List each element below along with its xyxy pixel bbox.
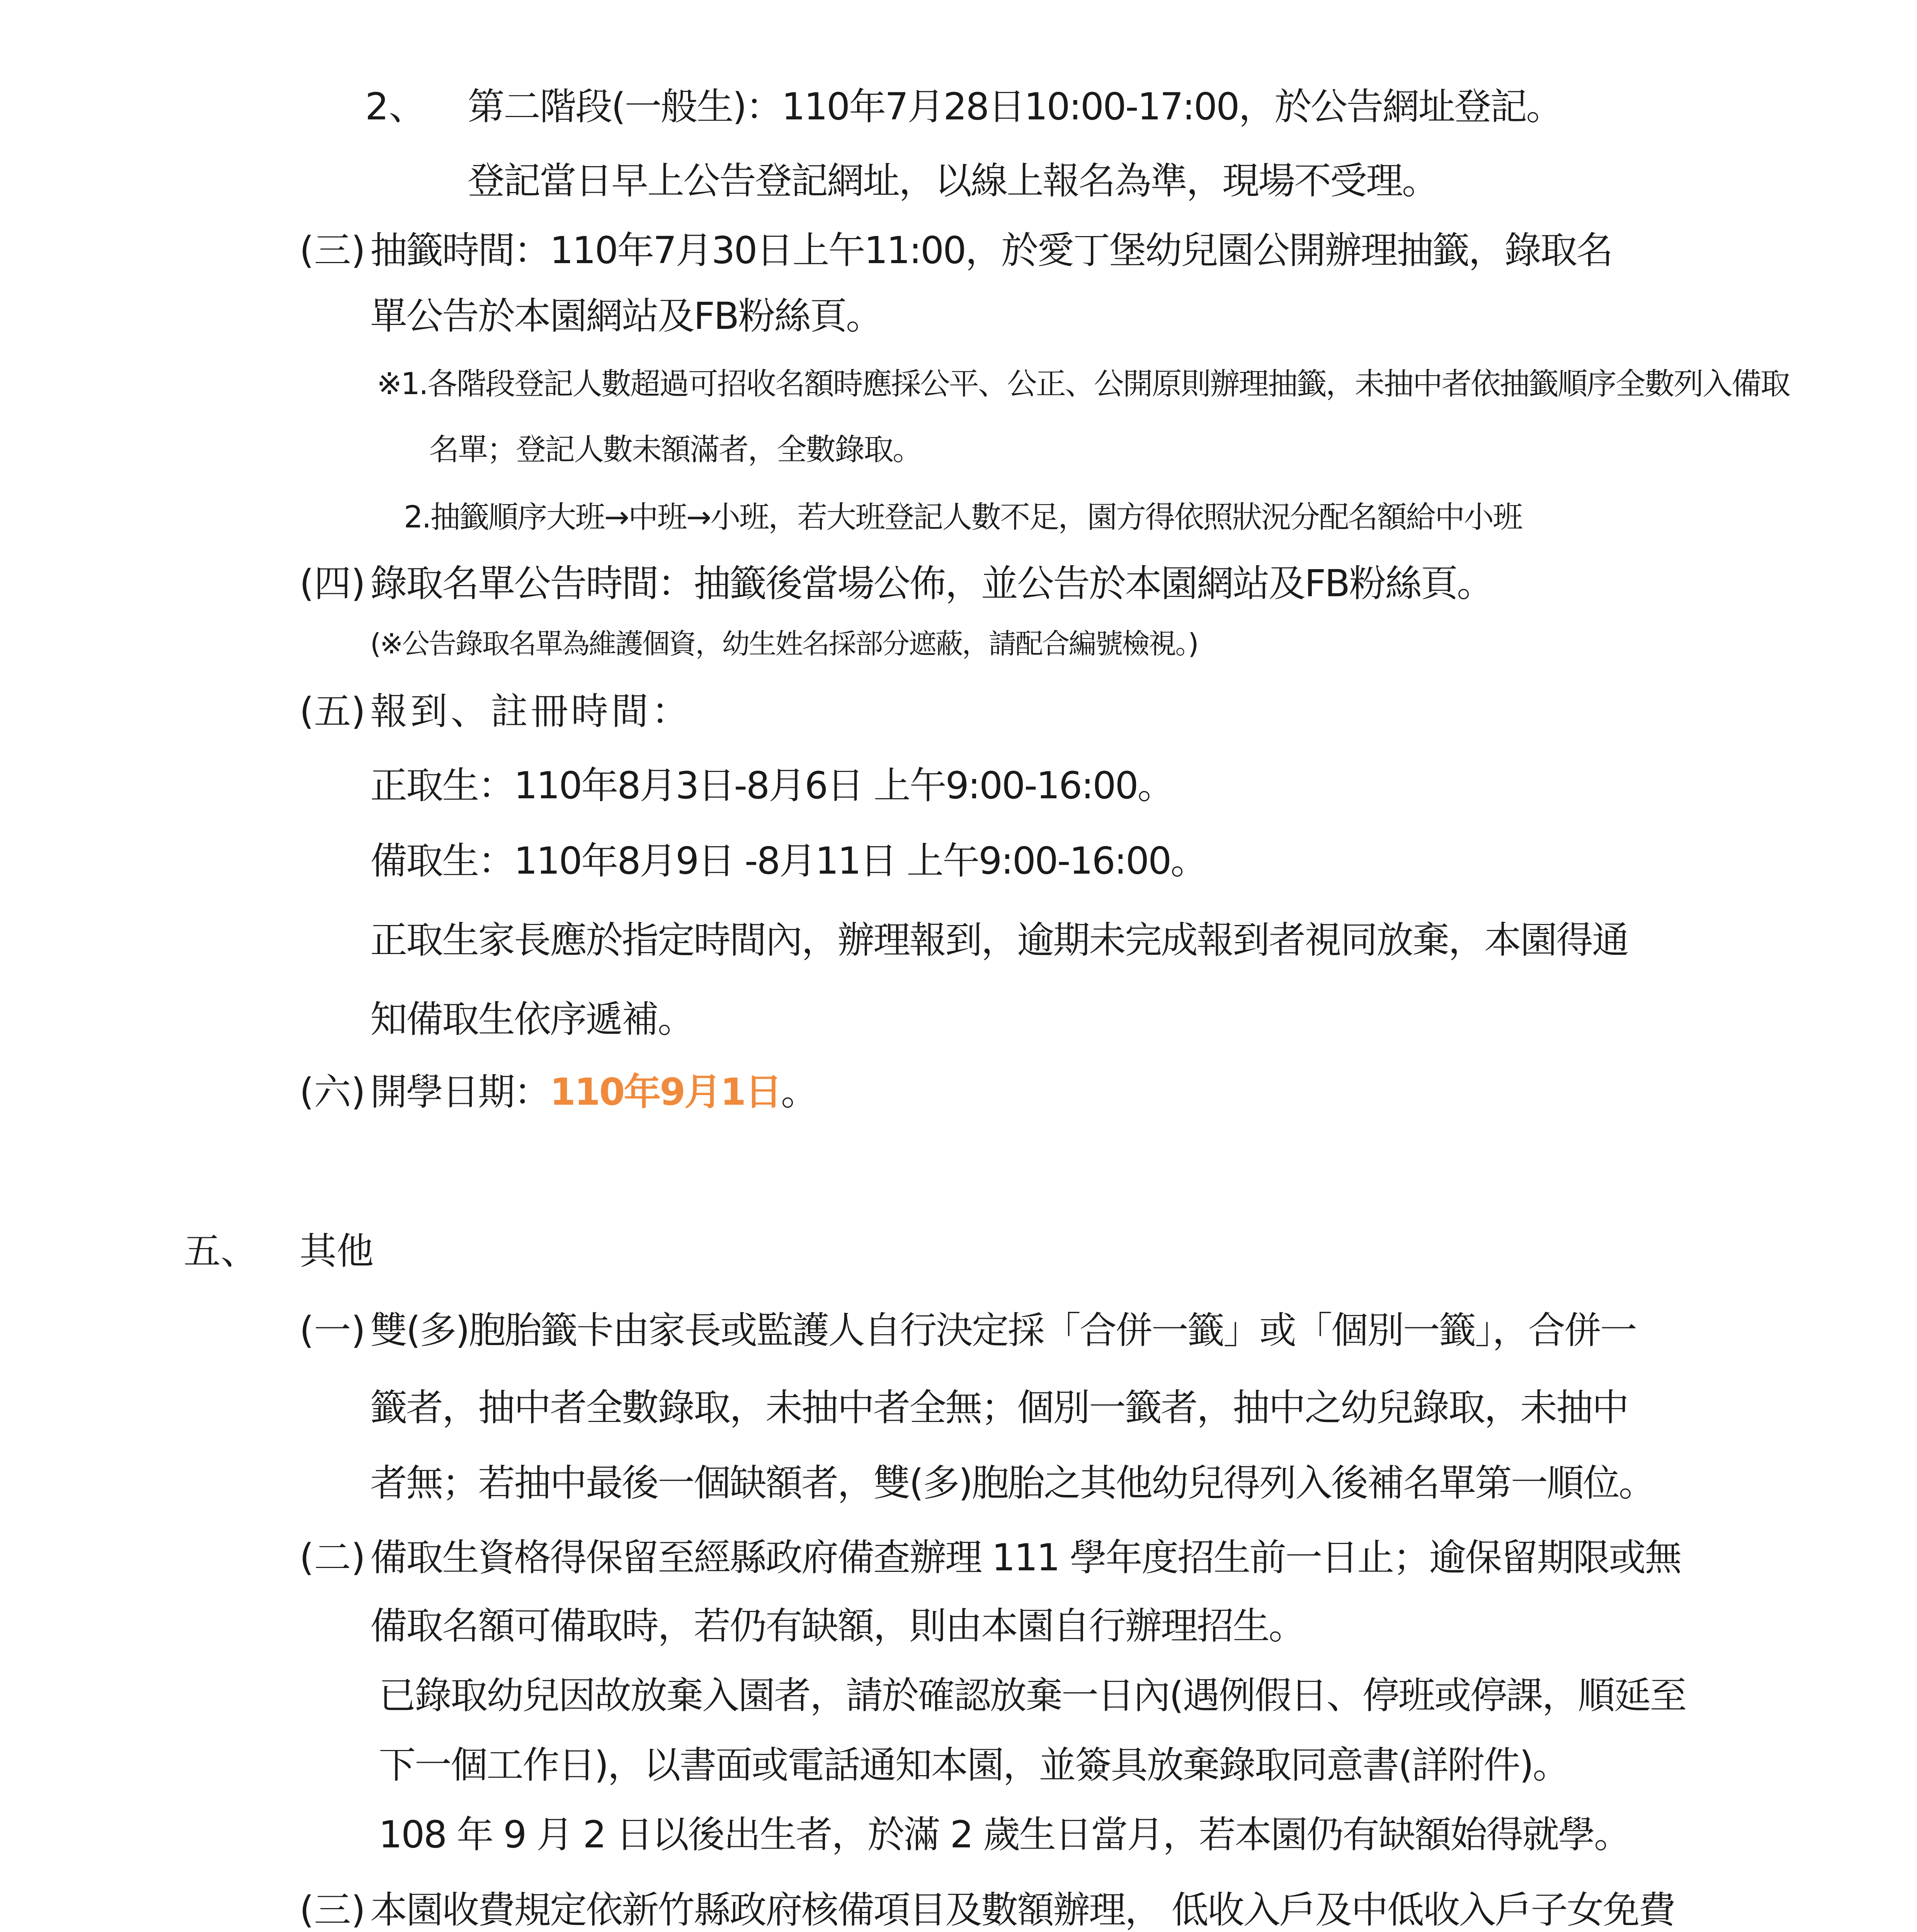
registration-title: 報到、註冊時間： xyxy=(370,690,692,733)
withdraw-rule-1: 已錄取幼兒因故放棄入園者，請於確認放棄一日內(遇例假日、停班或停課，順延至 xyxy=(379,1674,1686,1717)
section5-marker: 五、 xyxy=(184,1230,258,1273)
stage2-text: 第二階段(一般生)：110年7月28日10:00-17:00，於公告網址登記。 xyxy=(468,85,1562,128)
note-1: ※1.各階段登記人數超過可招收名額時應採公平、公正、公開原則辦理抽籤，未抽中者依抽籤順序全數列入備取 xyxy=(377,367,1789,401)
fee-rule-1: 本園收費規定依新竹縣政府核備項目及數額辦理， 低收入戶及中低收入戶子女免費 xyxy=(370,1888,1675,1932)
announcement-note: (※公告錄取名單為維護個資，幼生姓名採部分遮蔽，請配合編號檢視。) xyxy=(370,628,1198,660)
section5-title: 其他 xyxy=(299,1230,374,1273)
stage2-marker: 2、 xyxy=(365,85,426,128)
school-start-date: 110年9月1日 xyxy=(550,1070,781,1114)
item3-marker: (三) xyxy=(299,229,366,272)
age-rule: 108 年 9 月 2 日以後出生者，於滿 2 歲生日當月，若本園仍有缺額始得就學。 xyxy=(379,1813,1630,1856)
lottery-time-cont: 單公告於本園網站及FB粉絲頁。 xyxy=(370,294,882,338)
waitlist-rule-1: 備取生資格得保留至經縣政府備查辦理 111 學年度招生前一日止；逾保留期限或無 xyxy=(370,1536,1681,1579)
other3-marker: (三) xyxy=(299,1888,366,1932)
registration-rule: 正取生家長應於指定時間內，辦理報到，逾期未完成報到者視同放棄，本園得通 xyxy=(370,918,1628,962)
item4-marker: (四) xyxy=(299,562,366,605)
lottery-time-text: 抽籤時間：110年7月30日上午11:00，於愛丁堡幼兒園公開辦理抽籤，錄取名 xyxy=(370,229,1613,272)
item6-marker: (六) xyxy=(299,1070,366,1114)
twins-rule-2: 籤者，抽中者全數錄取，未抽中者全無；個別一籤者，抽中之幼兒錄取，未抽中 xyxy=(370,1386,1628,1429)
note-2: 2.抽籤順序大班→中班→小班，若大班登記人數不足，園方得依照狀況分配名額給中小班 xyxy=(404,500,1522,535)
item5-marker: (五) xyxy=(299,690,366,733)
twins-rule-1: 雙(多)胞胎籤卡由家長或監護人自行決定採「合併一籤」或「個別一籤」，合併一 xyxy=(370,1309,1636,1352)
school-start-label: 開學日期： xyxy=(370,1070,550,1114)
waitlist-admission-time: 備取生：110年8月9日 -8月11日 上午9:00-16:00。 xyxy=(370,839,1207,883)
other2-marker: (二) xyxy=(299,1536,366,1579)
waitlist-rule-2: 備取名額可備取時，若仍有缺額，則由本園自行辦理招生。 xyxy=(370,1604,1305,1648)
twins-rule-3: 者無；若抽中最後一個缺額者，雙(多)胞胎之其他幼兒得列入後補名單第一順位。 xyxy=(370,1461,1655,1505)
stage2-cont: 登記當日早上公告登記網址，以線上報名為準，現場不受理。 xyxy=(468,159,1438,202)
regular-admission-time: 正取生：110年8月3日-8月6日 上午9:00-16:00。 xyxy=(370,764,1174,807)
registration-rule-cont: 知備取生依序遞補。 xyxy=(370,998,694,1041)
withdraw-rule-2: 下一個工作日)，以書面或電話通知本園，並簽具放棄錄取同意書(詳附件)。 xyxy=(379,1743,1569,1787)
school-start-end: 。 xyxy=(781,1070,817,1114)
school-start-line xyxy=(370,1070,817,1114)
announcement-time-text: 錄取名單公告時間：抽籤後當場公佈，並公告於本園網站及FB粉絲頁。 xyxy=(370,562,1493,605)
note-1-cont: 名單；登記人數未額滿者，全數錄取。 xyxy=(429,432,922,467)
other1-marker: (一) xyxy=(299,1309,366,1352)
